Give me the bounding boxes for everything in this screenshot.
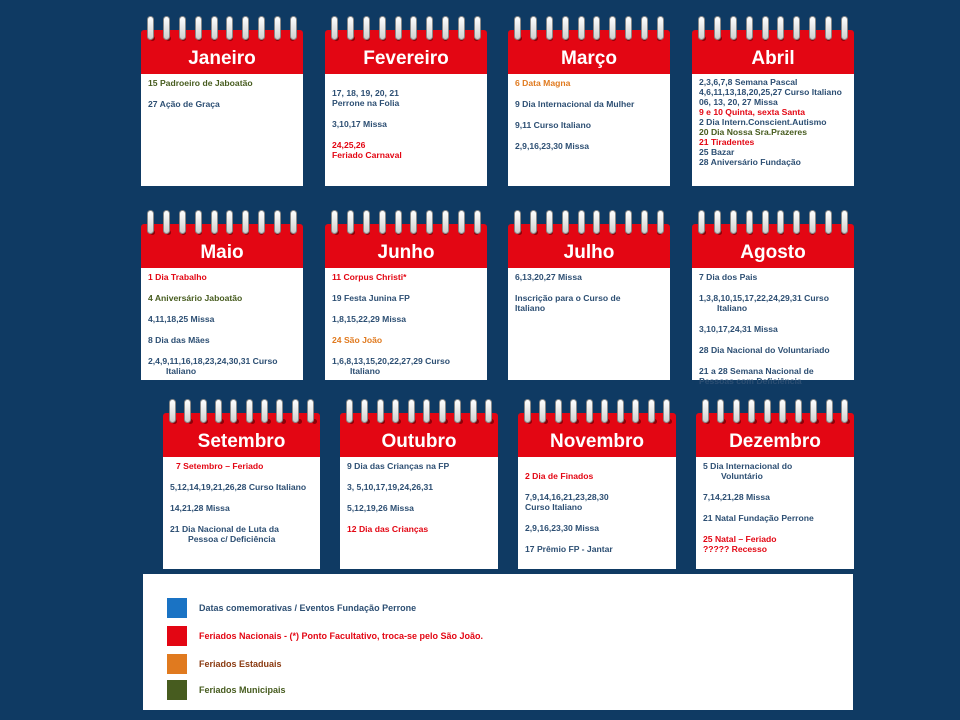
- binder-rings: [147, 210, 297, 236]
- binder-ring: [524, 399, 531, 423]
- event-comemorativa: 5,12,14,19,21,26,28 Curso Italiano: [170, 482, 307, 492]
- binder-ring: [586, 399, 593, 423]
- month-events: [141, 268, 303, 380]
- binder-ring: [746, 16, 753, 40]
- binder-ring: [641, 210, 648, 234]
- legend-item-comemorativas: [167, 597, 416, 619]
- binder-ring: [147, 210, 154, 234]
- binder-ring: [593, 210, 600, 234]
- binder-ring: [179, 16, 186, 40]
- month-events: [508, 74, 670, 186]
- binder-ring: [617, 399, 624, 423]
- binder-ring: [395, 210, 402, 234]
- binder-ring: [470, 399, 477, 423]
- event-nacional: 11 Corpus Christi*: [332, 272, 407, 282]
- event-comemorativa: 28 Dia Nacional do Voluntariado: [699, 345, 830, 355]
- binder-ring: [458, 210, 465, 234]
- binder-ring: [226, 16, 233, 40]
- event-comemorativa: 3, 5,10,17,19,24,26,31: [347, 482, 434, 492]
- binder-ring: [657, 210, 664, 234]
- binder-ring: [714, 210, 721, 234]
- binder-ring: [777, 210, 784, 234]
- event-comemorativa: 14,21,28 Missa: [170, 503, 230, 513]
- binder-ring: [698, 16, 705, 40]
- binder-ring: [163, 210, 170, 234]
- legend-label: Feriados Estaduais: [199, 659, 282, 669]
- binder-ring: [215, 399, 222, 423]
- binder-ring: [632, 399, 639, 423]
- binder-ring: [346, 399, 353, 423]
- event-comemorativa: 4,6,11,13,18,20,25,27 Curso Italiano: [699, 87, 842, 97]
- binder-ring: [530, 210, 537, 234]
- binder-rings: [524, 399, 670, 425]
- binder-ring: [195, 210, 202, 234]
- event-comemorativa: 3,10,17 Missa: [332, 119, 387, 129]
- event-comemorativa: 06, 13, 20, 27 Missa: [699, 97, 778, 107]
- event-comemorativa: Italiano: [515, 303, 546, 313]
- binder-ring: [230, 399, 237, 423]
- binder-ring: [809, 210, 816, 234]
- event-comemorativa: 17, 18, 19, 20, 21: [332, 88, 399, 98]
- binder-ring: [426, 16, 433, 40]
- binder-rings: [702, 399, 848, 425]
- event-comemorativa: 2,9,16,23,30 Missa: [525, 523, 600, 533]
- month-title: Junho: [377, 242, 435, 263]
- event-comemorativa: 21 a 28 Semana Nacional de: [699, 366, 814, 376]
- binder-ring: [841, 399, 848, 423]
- month-title: Setembro: [197, 431, 286, 452]
- event-comemorativa: 21 Natal Fundação Perrone: [703, 513, 814, 523]
- event-municipal: 15 Padroeiro de Jaboatão: [148, 78, 253, 88]
- binder-ring: [290, 16, 297, 40]
- binder-rings: [169, 399, 314, 425]
- event-comemorativa: 9 Dia Internacional da Mulher: [515, 99, 635, 109]
- month-title: Julho: [563, 242, 615, 263]
- month-title: Dezembro: [729, 431, 821, 452]
- legend-swatch: [167, 680, 187, 700]
- legend-item-estaduais: [167, 653, 282, 675]
- binder-ring: [539, 399, 546, 423]
- binder-ring: [546, 16, 553, 40]
- binder-ring: [733, 399, 740, 423]
- binder-rings: [514, 210, 664, 236]
- binder-ring: [163, 16, 170, 40]
- event-comemorativa: 5,12,19,26 Missa: [347, 503, 414, 513]
- legend-swatch: [167, 654, 187, 674]
- binder-ring: [458, 16, 465, 40]
- binder-ring: [793, 16, 800, 40]
- binder-ring: [578, 210, 585, 234]
- binder-ring: [601, 399, 608, 423]
- event-nacional: ????? Recesso: [703, 544, 767, 554]
- binder-ring: [562, 16, 569, 40]
- binder-ring: [292, 399, 299, 423]
- binder-ring: [514, 16, 521, 40]
- event-comemorativa: 1,3,8,10,15,17,22,24,29,31 Curso: [699, 293, 829, 303]
- binder-ring: [379, 16, 386, 40]
- binder-rings: [331, 210, 481, 236]
- month-title: Maio: [200, 242, 244, 263]
- event-comemorativa: 9 Dia das Crianças na FP: [347, 461, 450, 471]
- binder-ring: [641, 16, 648, 40]
- event-comemorativa: 8 Dia das Mães: [148, 335, 210, 345]
- binder-rings: [346, 399, 492, 425]
- binder-ring: [762, 210, 769, 234]
- event-comemorativa: Curso Italiano: [525, 502, 583, 512]
- binder-ring: [485, 399, 492, 423]
- event-nacional: 7 Setembro – Feriado: [176, 461, 264, 471]
- legend-label: Feriados Nacionais - (*) Ponto Facultativo, troca-se pelo São João.: [199, 631, 484, 641]
- binder-ring: [702, 399, 709, 423]
- binder-ring: [290, 210, 297, 234]
- binder-ring: [426, 210, 433, 234]
- binder-ring: [442, 210, 449, 234]
- binder-ring: [439, 399, 446, 423]
- binder-ring: [258, 16, 265, 40]
- binder-ring: [307, 399, 314, 423]
- binder-rings: [698, 16, 848, 42]
- legend-panel: [143, 574, 853, 710]
- binder-rings: [514, 16, 664, 42]
- binder-ring: [698, 210, 705, 234]
- event-estadual: 6 Data Magna: [515, 78, 571, 88]
- month-events: [141, 74, 303, 186]
- binder-ring: [347, 210, 354, 234]
- binder-ring: [714, 16, 721, 40]
- event-comemorativa: 1,8,15,22,29 Missa: [332, 314, 407, 324]
- event-nacional: 21 Tiradentes: [699, 137, 755, 147]
- binder-ring: [347, 16, 354, 40]
- binder-ring: [730, 210, 737, 234]
- binder-ring: [730, 16, 737, 40]
- event-estadual: 24 São João: [332, 335, 383, 345]
- binder-ring: [226, 210, 233, 234]
- binder-rings: [331, 16, 481, 42]
- event-nacional: 2 Dia de Finados: [525, 471, 594, 481]
- event-comemorativa: 25 Bazar: [699, 147, 735, 157]
- binder-ring: [657, 16, 664, 40]
- binder-ring: [274, 16, 281, 40]
- month-title: Março: [561, 48, 617, 69]
- binder-ring: [562, 210, 569, 234]
- event-comemorativa: 6,13,20,27 Missa: [515, 272, 582, 282]
- binder-ring: [514, 210, 521, 234]
- month-events: [340, 457, 498, 569]
- binder-ring: [625, 16, 632, 40]
- event-comemorativa: 2,3,6,7,8 Semana Pascal: [699, 77, 798, 87]
- event-comemorativa: Italiano: [350, 366, 381, 376]
- binder-ring: [841, 16, 848, 40]
- event-nacional: 24,25,26: [332, 140, 366, 150]
- event-nacional: 1 Dia Trabalho: [148, 272, 207, 282]
- event-comemorativa: 1,6,8,13,15,20,22,27,29 Curso: [332, 356, 451, 366]
- event-comemorativa: Inscrição para o Curso de: [515, 293, 621, 303]
- event-comemorativa: 19 Festa Junina FP: [332, 293, 410, 303]
- binder-ring: [331, 16, 338, 40]
- event-comemorativa: 2 Dia Intern.Conscient.Autismo: [699, 117, 827, 127]
- binder-ring: [147, 16, 154, 40]
- event-comemorativa: 7 Dia dos Pais: [699, 272, 758, 282]
- event-comemorativa: 2,9,16,23,30 Missa: [515, 141, 590, 151]
- binder-ring: [454, 399, 461, 423]
- binder-ring: [825, 16, 832, 40]
- binder-ring: [748, 399, 755, 423]
- month-title: Abril: [751, 48, 795, 69]
- binder-ring: [184, 399, 191, 423]
- month-events: [325, 74, 487, 186]
- binder-ring: [746, 210, 753, 234]
- month-events: [692, 268, 854, 386]
- event-comemorativa: 7,14,21,28 Missa: [703, 492, 770, 502]
- event-comemorativa: 27 Ação de Graça: [148, 99, 220, 109]
- binder-ring: [195, 16, 202, 40]
- binder-ring: [242, 16, 249, 40]
- binder-ring: [392, 399, 399, 423]
- event-municipal: 20 Dia Nossa Sra.Prazeres: [699, 127, 807, 137]
- binder-ring: [242, 210, 249, 234]
- event-comemorativa: Italiano: [166, 366, 197, 376]
- event-comemorativa: 28 Aniversário Fundação: [699, 157, 801, 167]
- month-events: [508, 268, 670, 380]
- binder-ring: [795, 399, 802, 423]
- binder-ring: [609, 16, 616, 40]
- binder-ring: [423, 399, 430, 423]
- month-events: [692, 74, 854, 186]
- binder-ring: [258, 210, 265, 234]
- binder-rings: [698, 210, 848, 236]
- event-comemorativa: 3,10,17,24,31 Missa: [699, 324, 778, 334]
- binder-ring: [648, 399, 655, 423]
- binder-ring: [609, 210, 616, 234]
- binder-ring: [377, 399, 384, 423]
- binder-ring: [593, 16, 600, 40]
- month-events: [325, 268, 487, 380]
- legend-swatch: [167, 598, 187, 618]
- binder-ring: [762, 16, 769, 40]
- binder-ring: [474, 16, 481, 40]
- event-nacional: 12 Dia das Crianças: [347, 524, 429, 534]
- month-events: [696, 457, 854, 569]
- month-title: Novembro: [550, 431, 644, 452]
- month-title: Agosto: [740, 242, 806, 263]
- binder-ring: [363, 210, 370, 234]
- event-nacional: 25 Natal – Feriado: [703, 534, 777, 544]
- binder-ring: [246, 399, 253, 423]
- binder-ring: [779, 399, 786, 423]
- event-comemorativa: Pessoa c/ Deficiência: [188, 534, 276, 544]
- binder-ring: [331, 210, 338, 234]
- event-comemorativa: 5 Dia Internacional do: [703, 461, 793, 471]
- binder-ring: [546, 210, 553, 234]
- binder-ring: [555, 399, 562, 423]
- binder-ring: [410, 16, 417, 40]
- binder-ring: [663, 399, 670, 423]
- binder-ring: [530, 16, 537, 40]
- event-municipal: 4 Aniversário Jaboatão: [148, 293, 243, 303]
- binder-ring: [363, 16, 370, 40]
- binder-ring: [261, 399, 268, 423]
- binder-ring: [810, 399, 817, 423]
- event-comemorativa: 21 Dia Nacional de Luta da: [170, 524, 279, 534]
- binder-ring: [809, 16, 816, 40]
- event-comemorativa: 9,11 Curso Italiano: [515, 120, 591, 130]
- binder-rings: [147, 16, 297, 42]
- month-events: [163, 457, 320, 569]
- binder-ring: [764, 399, 771, 423]
- event-comemorativa: Perrone na Folia: [332, 98, 400, 108]
- binder-ring: [570, 399, 577, 423]
- binder-ring: [169, 399, 176, 423]
- legend-label: Feriados Municipais: [199, 685, 286, 695]
- month-title: Outubro: [381, 431, 457, 452]
- binder-ring: [211, 210, 218, 234]
- event-comemorativa: Voluntário: [721, 471, 763, 481]
- binder-ring: [841, 210, 848, 234]
- binder-ring: [200, 399, 207, 423]
- binder-ring: [408, 399, 415, 423]
- event-comemorativa: Italiano: [717, 303, 748, 313]
- binder-ring: [276, 399, 283, 423]
- binder-ring: [361, 399, 368, 423]
- legend-swatch: [167, 626, 187, 646]
- event-comemorativa: 4,11,18,25 Missa: [148, 314, 215, 324]
- event-comemorativa: 17 Prêmio FP - Jantar: [525, 544, 613, 554]
- event-comemorativa: 7,9,14,16,21,23,28,30: [525, 492, 609, 502]
- month-title: Janeiro: [188, 48, 256, 69]
- binder-ring: [410, 210, 417, 234]
- binder-ring: [211, 16, 218, 40]
- binder-ring: [625, 210, 632, 234]
- binder-ring: [777, 16, 784, 40]
- binder-ring: [578, 16, 585, 40]
- event-comemorativa: Pessoas com Deficiência: [699, 376, 802, 386]
- binder-ring: [826, 399, 833, 423]
- legend-item-municipais: [167, 679, 286, 701]
- binder-ring: [274, 210, 281, 234]
- event-nacional: Feriado Carnaval: [332, 150, 402, 160]
- binder-ring: [717, 399, 724, 423]
- month-title: Fevereiro: [363, 48, 449, 69]
- binder-ring: [379, 210, 386, 234]
- event-nacional: 9 e 10 Quinta, sexta Santa: [699, 107, 806, 117]
- event-comemorativa: 2,4,9,11,16,18,23,24,30,31 Curso: [148, 356, 278, 366]
- legend-item-nacionais: [167, 625, 483, 647]
- month-events: [518, 457, 676, 569]
- binder-ring: [442, 16, 449, 40]
- binder-ring: [395, 16, 402, 40]
- binder-ring: [474, 210, 481, 234]
- binder-ring: [179, 210, 186, 234]
- binder-ring: [793, 210, 800, 234]
- binder-ring: [825, 210, 832, 234]
- legend-label: Datas comemorativas / Eventos Fundação Perrone: [199, 603, 417, 613]
